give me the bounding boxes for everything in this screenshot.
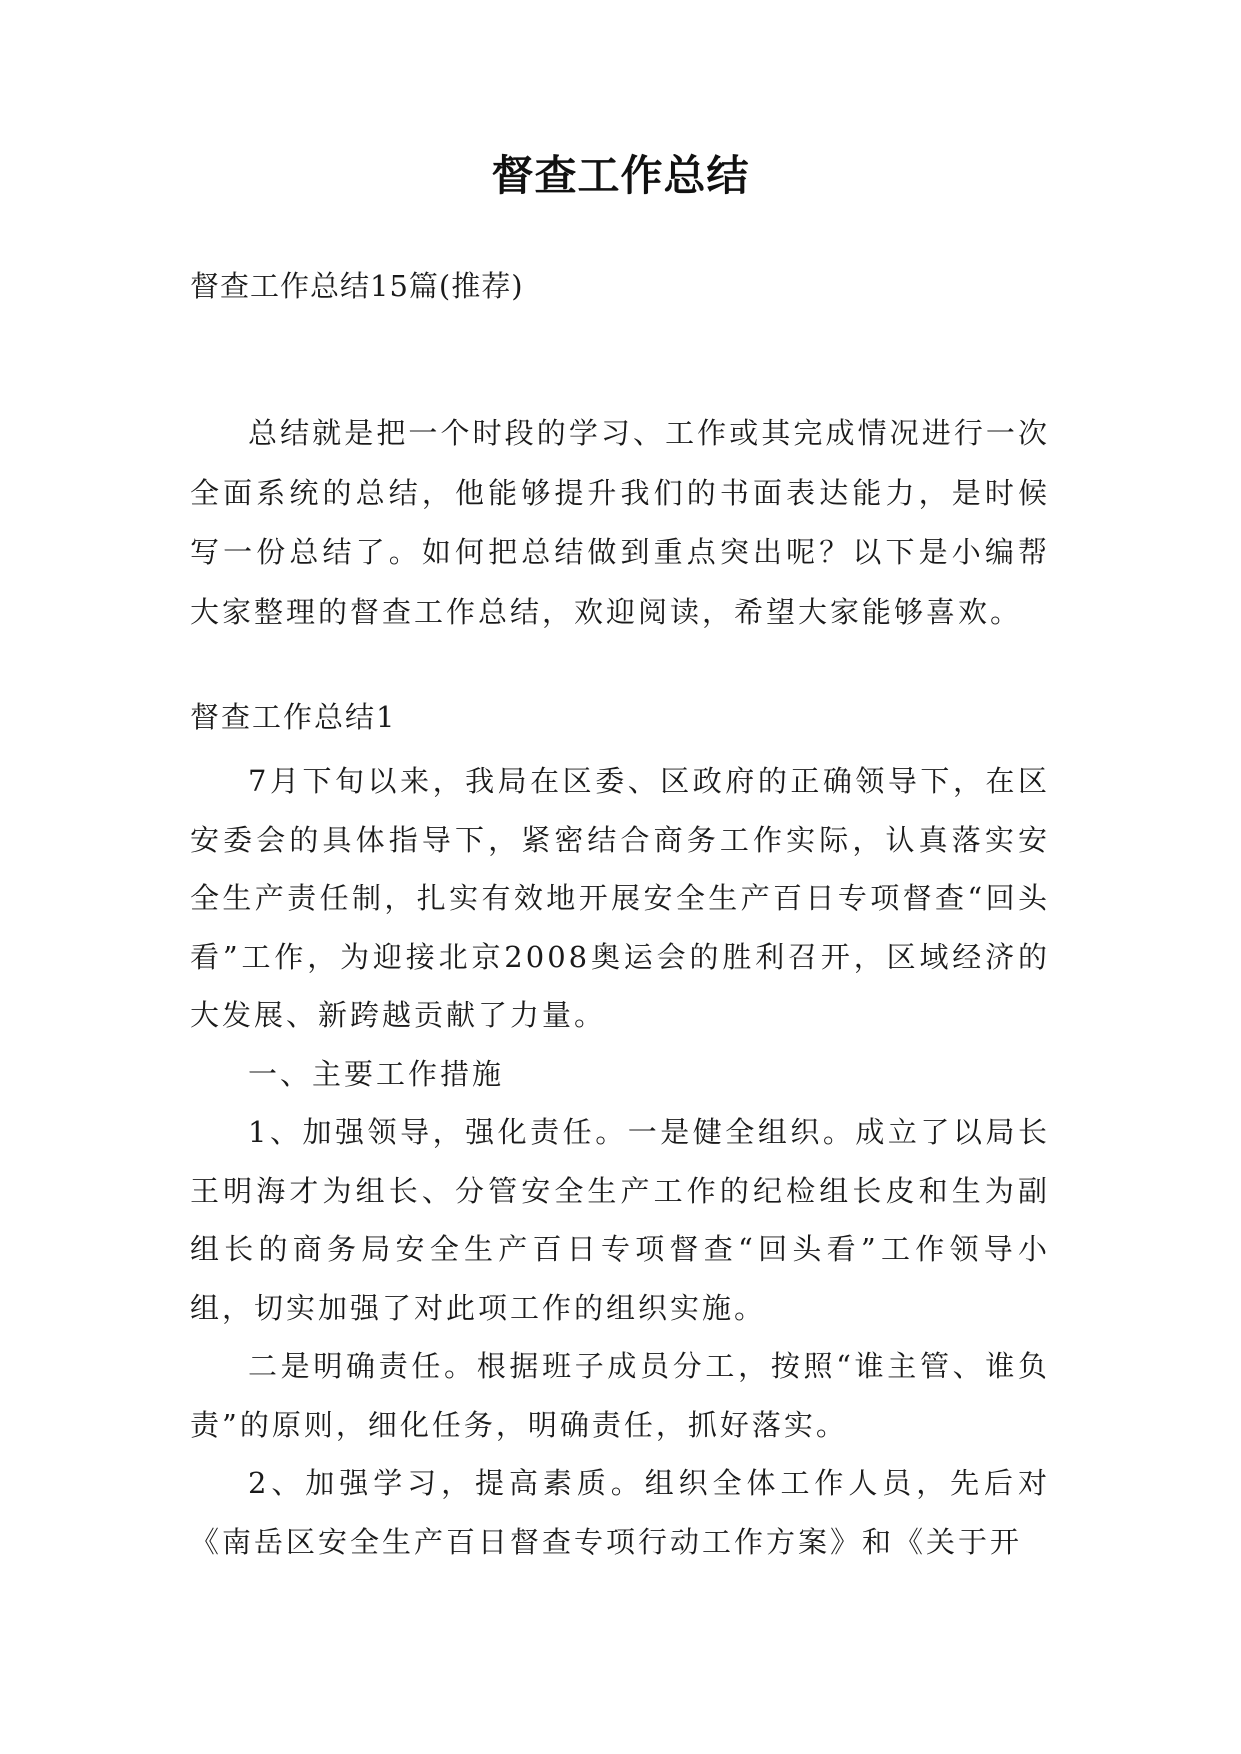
- document-subtitle: 督查工作总结15篇(推荐): [190, 269, 524, 303]
- body-paragraph: 1、加强领导，强化责任。一是健全组织。成立了以局长王明海才为组长、分管安全生产工作的纪检组长皮和生为副组长的商务局安全生产百日专项督查“回头看”工作领导小组，切实加强了对此项工作的组织实施。: [190, 1115, 1050, 1325]
- document-title: 督查工作总结: [491, 151, 750, 200]
- intro-paragraph: 总结就是把一个时段的学习、工作或其完成情况进行一次全面系统的总结，他能够提升我们的书面表达能力，是时候写一份总结了。如何把总结做到重点突出呢？以下是小编帮大家整理的督查工作总结，欢迎阅读，希望大家能够喜欢。: [190, 416, 1050, 629]
- section-body: [190, 752, 1050, 1571]
- body-paragraph: 7月下旬以来，我局在区委、区政府的正确领导下，在区安委会的具体指导下，紧密结合商务工作实际，认真落实安全生产责任制，扎实有效地开展安全生产百日专项督查“回头看”工作，为迎接北京2008奥运会的胜利召开，区域经济的大发展、新跨越贡献了力量。: [190, 764, 1050, 1032]
- subsection-heading: 一、主要工作措施: [248, 1056, 505, 1091]
- body-paragraph: 2、加强学习，提高素质。组织全体工作人员，先后对《南岳区安全生产百日督查专项行动工作方案》和《关于开: [190, 1466, 1050, 1559]
- section-heading: 督查工作总结1: [190, 700, 397, 734]
- body-paragraph: 二是明确责任。根据班子成员分工，按照“谁主管、谁负责”的原则，细化任务，明确责任，抓好落实。: [190, 1349, 1050, 1442]
